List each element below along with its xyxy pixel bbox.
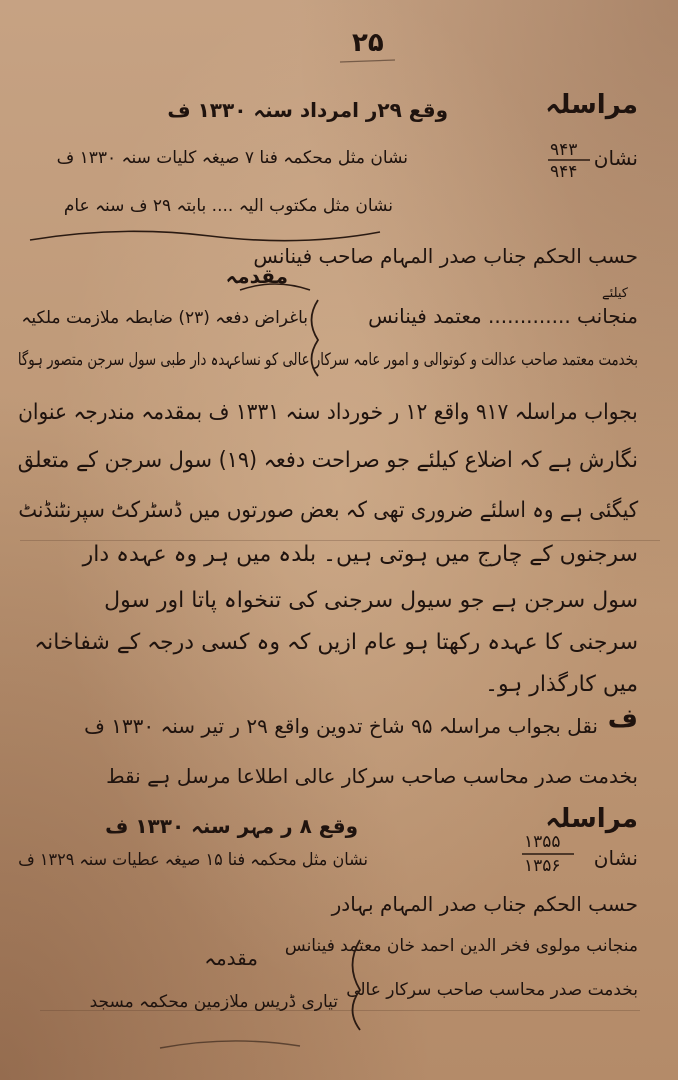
letter1-body-line: بجواب مراسلہ ۹۱۷ واقع ۱۲ ر خورداد سنہ ۱۳۳۱ ف بمقدمہ مندرجہ عنوان [18,400,638,425]
letter1-body-line: سرجنی کا عہدہ رکھتا ہو عام ازیں کہ وہ کسی درجہ کے شفاخانہ [34,630,638,655]
letter1-body-line: سول سرجن ہے جو سیول سرجنی کی تنخواہ پاتا اور سول [104,588,638,613]
page-number-stroke [340,60,395,62]
bottom-flourish [160,1041,300,1048]
letter1-body-line: میں کارگذار ہو۔ [485,672,638,697]
letter2-nishan-number-bottom: ۱۳۵۶ [524,856,561,876]
letter1-naqal-line-2: بخدمت صدر محاسب صاحب سرکار عالی اطلاعا مرسل ہے نقط [106,764,638,788]
letter2-muqaddama-label: مقدمہ [204,946,258,970]
letter1-bracket [312,300,319,376]
reference-underline-flourish [30,231,380,240]
letter1-minjanib: منجانب ............. معتمد فینانس [368,304,638,328]
letter1-fa-mark: ف [607,704,638,734]
letter1-nishan-number-bottom: ۹۴۴ [550,162,578,182]
letter2-muqaddama-subject: تیاری ڈریس ملازمین محکمہ مسجد [89,992,338,1012]
letter1-date-line: وقع ۲۹ر امرداد سنہ ۱۳۳۰ ف [167,98,448,122]
letter2-hasbul-hukm: حسب الحکم جناب صدر المہام بہادر [331,892,638,916]
letter1-body-line: سرجنوں کے چارج میں ہوتی ہیں۔ بلدہ میں ہر وہ عہدہ دار [82,542,638,567]
letter1-naqal-line: نقل بجواب مراسلہ ۹۵ شاخ تدوین واقع ۲۹ ر تیر سنہ ۱۳۳۰ ف [84,714,598,738]
letter2-title: مراسلہ [545,804,638,834]
letter2-minjanib: منجانب مولوی فخر الدین احمد خان معتمد فینانس [284,936,638,956]
letter1-nishan-label: نشان [593,146,638,170]
letter2-nishan-label: نشان [593,846,638,870]
letter1-title: مراسلہ [545,90,638,120]
letter1-muqaddama-side-note: کیلئے [602,286,628,301]
letter1-body-line: کیگئی ہے وہ اسلئے ضروری تھی کہ بعض صورتوں میں ڈسٹرکٹ سپرنٹنڈنٹ [18,498,638,523]
page-number: ۲۵ [352,28,384,58]
letter2-date-line: وقع ۸ ر مہر سنہ ۱۳۳۰ ف [105,814,358,838]
letter1-hasbul-hukm: حسب الحکم جناب صدر المہام صاحب فینانس [253,244,638,268]
letter1-bakhidmat: بخدمت معتمد صاحب عدالت و کوتوالی و امور عامہ سرکار عالی کو نساعہدہ دار طبی سول سرجن متصور ہوگا [17,350,638,370]
letter2-bakhidmat: بخدمت صدر محاسب صاحب سرکار عالی [346,980,638,1000]
letter1-body-line: نگارش ہے کہ اضلاع کیلئے جو صراحت دفعہ (۱۹) سول سرجن کے متعلق [17,448,638,473]
letter2-bracket [353,940,361,1030]
muqaddama-underline [240,284,310,290]
letter1-muqaddama-label: مقدمہ [225,264,288,288]
letter1-reference-line-1: نشان مثل محکمہ فنا ۷ صیغہ کلیات سنہ ۱۳۳۰ ف [56,148,408,168]
letter1-nishan-number-top: ۹۴۳ [550,140,578,160]
letter1-reference-line-2: نشان مثل مکتوب الیہ .... بابتہ ۲۹ ف سنہ عام [63,196,393,216]
letter1-muqaddama-subject: باغراض دفعہ (۲۳) ضابطہ ملازمت ملکیہ [21,308,308,328]
letter2-nishan-number-top: ۱۳۵۵ [524,832,561,852]
letter2-reference-line: نشان مثل محکمہ فنا ۱۵ صیغہ عطیات سنہ ۱۳۲۹ ف [18,850,368,870]
